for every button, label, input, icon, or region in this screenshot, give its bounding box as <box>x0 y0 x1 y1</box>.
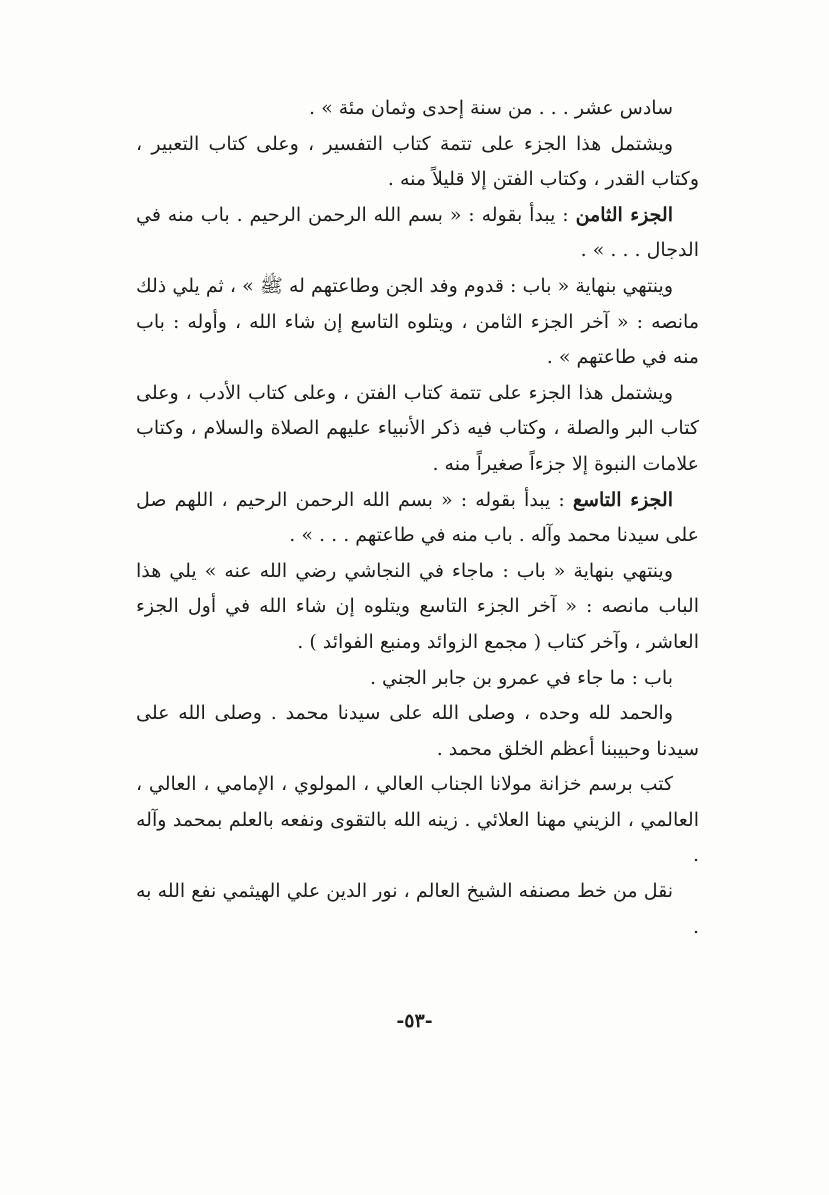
paragraph-1 <box>136 91 699 127</box>
body-text <box>136 91 699 945</box>
paragraph-5-text: ويشتمل هذا الجزء على تتمة كتاب الفتن ، وعلى كتاب الأدب ، وعلى كتاب البر والصلة ، وكتاب فيه ذكر الأنبياء عليهم الصلاة والسلام ، وكتاب علامات النبوة إلا جزءاً صغيراً منه . <box>136 381 699 475</box>
paragraph-2 <box>136 127 699 198</box>
paragraph-4 <box>136 269 699 376</box>
paragraph-7 <box>136 554 699 661</box>
section-heading-part-8: الجزء الثامن <box>575 203 673 226</box>
paragraph-3 <box>136 198 699 269</box>
paragraph-8 <box>136 661 699 697</box>
section-heading-part-9: الجزء التاسع <box>572 488 673 511</box>
paragraph-8-text: باب : ما جاء في عمرو بن جابر الجني . <box>369 666 673 689</box>
paragraph-6-text: : يبدأ بقوله : « بسم الله الرحمن الرحيم ، اللهم صل على سيدنا محمد وآله . باب منه في طاعتهم . . . » . <box>136 488 699 547</box>
paragraph-4-text: وينتهي بنهاية « باب : قدوم وفد الجن وطاعتهم له ﷺ » ، ثم يلي ذلك مانصه : « آخر الجزء الثامن ، ويتلوه التاسع إن شاء الله ، وأوله : باب منه في طاعتهم » . <box>136 274 699 369</box>
page-number: -٥٣- <box>396 1010 433 1032</box>
paragraph-9-text: والحمد لله وحده ، وصلى الله على سيدنا محمد . وصلى الله على سيدنا وحبيبنا أعظم الخلق محمد . <box>136 702 699 760</box>
paragraph-7-text: وينتهي بنهاية « باب : ماجاء في النجاشي رضي الله عنه » يلي هذا الباب مانصه : « آخر الجزء التاسع ويتلوه إن شاء الله في أول الجزء العاشر ، وآخر كتاب ( مجمع الزوائد ومنبع الفوائد ) . <box>136 559 699 653</box>
paragraph-9 <box>136 696 699 767</box>
paragraph-5 <box>136 376 699 483</box>
paragraph-6 <box>136 483 699 554</box>
paragraph-1-text: سادس عشر . . . من سنة إحدى وثمان مئة » . <box>309 97 673 119</box>
paragraph-2-text: ويشتمل هذا الجزء على تتمة كتاب التفسير ، وعلى كتاب التعبير ، وكتاب القدر ، وكتاب الفتن إلا قليلاً منه . <box>136 132 699 191</box>
paragraph-10 <box>136 767 699 874</box>
paragraph-3-text: : يبدأ بقوله : « بسم الله الرحمن الرحيم . باب منه في الدجال . . . » . <box>136 203 699 262</box>
paragraph-11 <box>136 874 699 945</box>
paragraph-10-text: كتب برسم خزانة مولانا الجناب العالي ، المولوي ، الإمامي ، العالي ، العالمي ، الزيني مهنا العلائي . زينه الله بالتقوى ونفعه بالعلم بمحمد وآله . <box>136 773 699 867</box>
paragraph-11-text: نقل من خط مصنفه الشيخ العالم ، نور الدين علي الهيثمي نفع الله به . <box>136 880 699 938</box>
